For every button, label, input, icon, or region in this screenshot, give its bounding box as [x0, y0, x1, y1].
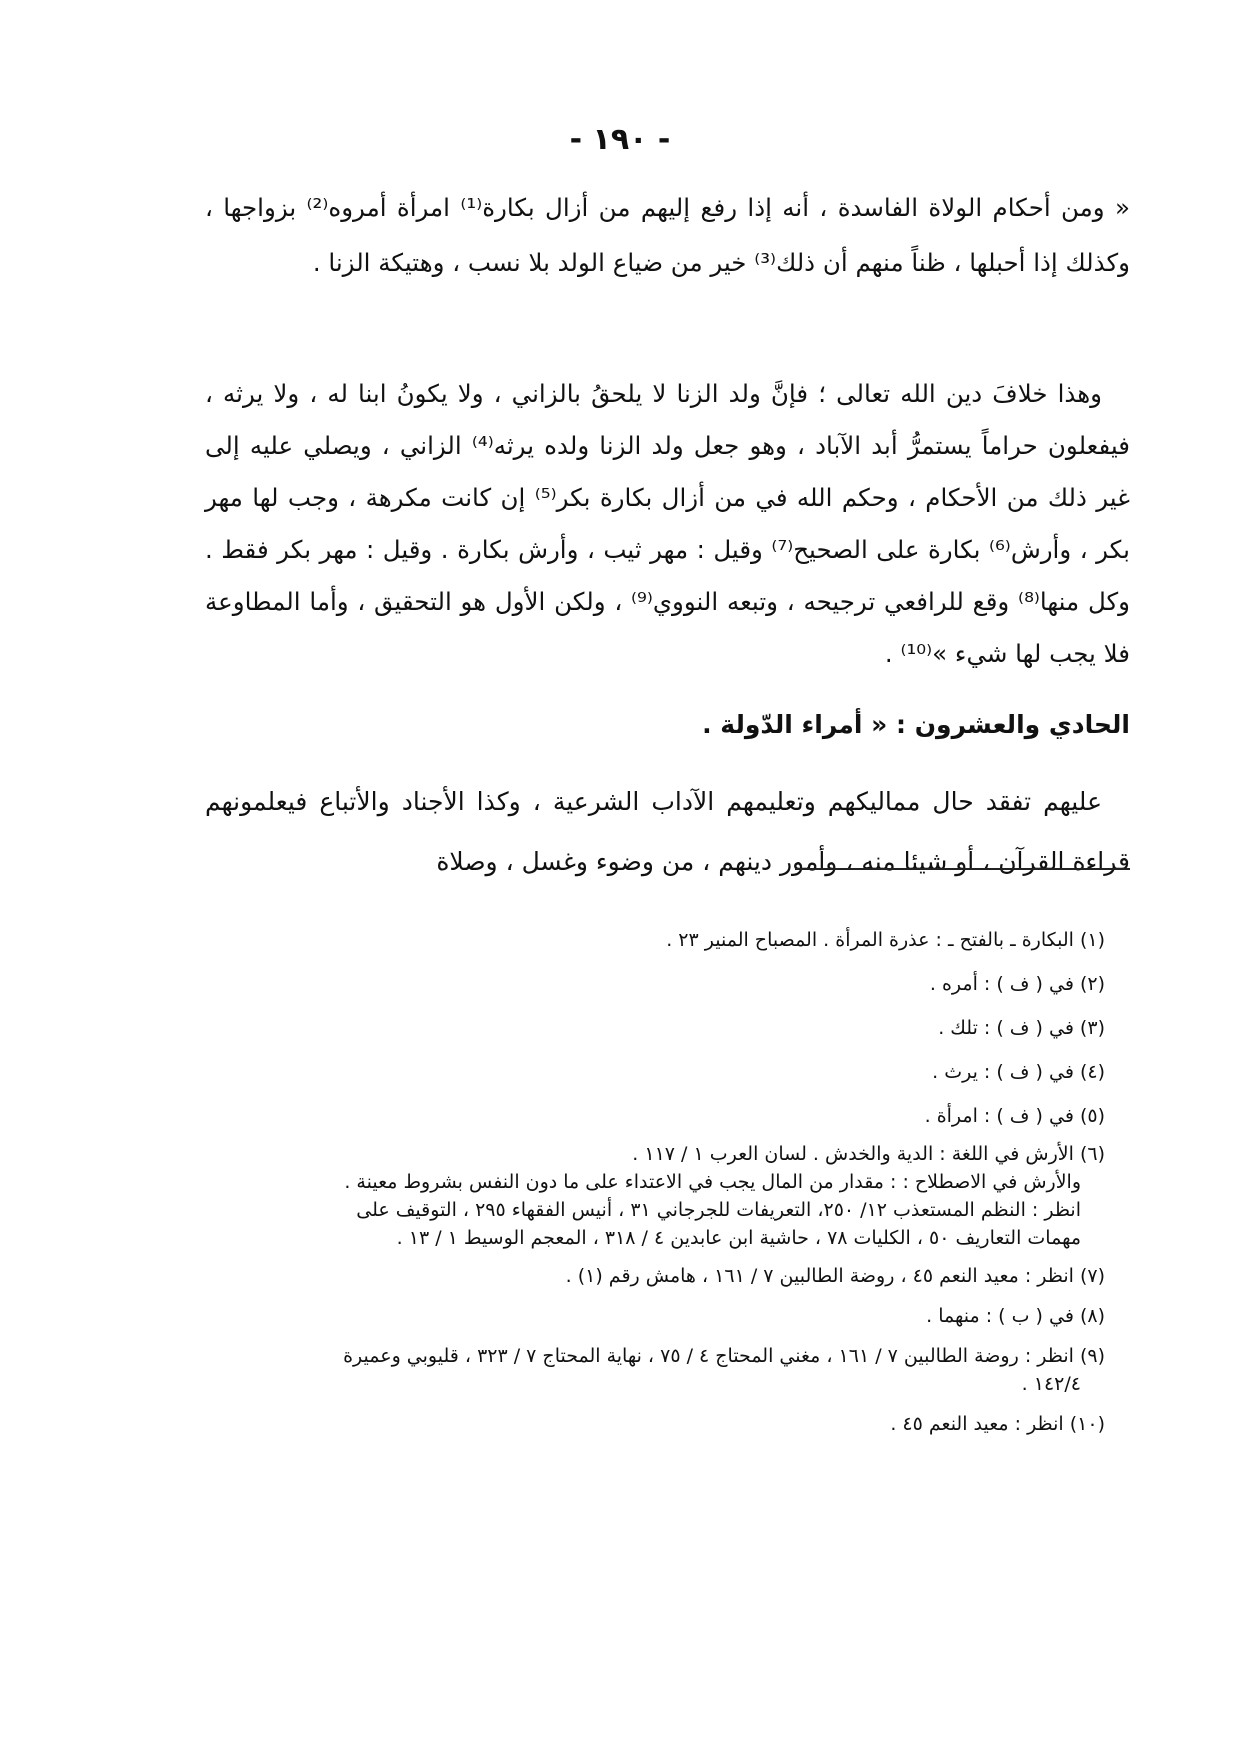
section-heading: الحادي والعشرون : « أمراء الدّولة .: [702, 710, 1130, 739]
footnote-4: (٤) في ( ف ) : يرث .: [932, 1061, 1105, 1083]
footnote-9: (٩) انظر : روضة الطالبين ٧ / ١٦١ ، مغني المحتاج ٤ / ٧٥ ، نهاية المحتاج ٧ / ٣٢٣ ، قليوبي وعميرة: [343, 1345, 1105, 1367]
footnote-6-cont-3: مهمات التعاريف ٥٠ ، الكليات ٧٨ ، حاشية ابن عابدين ٤ / ٣١٨ ، المعجم الوسيط ١ / ١٣ .: [396, 1227, 1081, 1249]
footnote-6-cont-2: انظر : النظم المستعذب ١٢/ ٢٥٠، التعريفات للجرجاني ٣١ ، أنيس الفقهاء ٢٩٥ ، التوقيف على: [356, 1199, 1081, 1221]
footnote-separator: [795, 868, 1130, 870]
footnote-7: (٧) انظر : معيد النعم ٤٥ ، روضة الطالبين ٧ / ١٦١ ، هامش رقم (١) .: [565, 1265, 1105, 1287]
page-number: - ١٩٠ -: [569, 122, 671, 157]
paragraph-1: « ومن أحكام الولاة الفاسدة ، أنه إذا رفع إليهم من أزال بكارة⁽¹⁾ امرأة أمروه⁽²⁾ بزواجها ، وكذلك إذا أحبلها ، ظناً منهم أن ذلك⁽³⁾ خير من ضياع الولد بلا نسب ، وهتيكة الزنا .: [205, 193, 1130, 277]
footnote-2: (٢) في ( ف ) : أمره .: [929, 973, 1105, 995]
footnote-5: (٥) في ( ف ) : امرأة .: [924, 1105, 1105, 1127]
footnote-8: (٨) في ( ب ) : منهما .: [926, 1305, 1105, 1327]
footnote-6: (٦) الأرش في اللغة : الدية والخدش . لسان العرب ١ / ١١٧ .: [632, 1143, 1105, 1165]
footnote-6-cont-1: والأرش في الاصطلاح : : مقدار من المال يجب في الاعتداء على ما دون النفس بشروط معينة .: [344, 1171, 1081, 1193]
footnotes: [185, 905, 1105, 1435]
footnote-10: (١٠) انظر : معيد النعم ٤٥ .: [890, 1413, 1105, 1435]
footnote-1: (١) البكارة ـ بالفتح ـ : عذرة المرأة . المصباح المنير ٢٣ .: [666, 929, 1105, 951]
paragraph-2: وهذا خلافَ دين الله تعالى ؛ فإنَّ ولد الزنا لا يلحقُ بالزاني ، ولا يكونُ ابنا له ، ولا يرثه ، فيفعلون حراماً يستمرُّ أبد الآباد ، وهو جعل ولد الزنا ولده يرثه⁽⁴⁾ الزاني ، ويصلي عليه إلى غير ذلك من الأحكام ، وحكم الله في من أزال بكارة بكر⁽⁵⁾ إن كانت مكرهة ، وجب لها مهر بكر ، وأرش⁽⁶⁾ بكارة على الصحيح⁽⁷⁾ وقيل : مهر ثيب ، وأرش بكارة . وقيل : مهر بكر فقط . وكل منها⁽⁸⁾ وقع للرافعي ترجيحه ، وتبعه النووي⁽⁹⁾ ، ولكن الأول هو التحقيق ، وأما المطاوعة فلا يجب لها شيء »⁽¹⁰⁾ .: [205, 379, 1131, 668]
paragraph-3: عليهم تفقد حال مماليكهم وتعليمهم الآداب الشرعية ، وكذا الأجناد والأتباع فيعلمونهم قراءة القرآن ، أو شيئا منه ، وأمور دينهم ، من وضوء وغسل ، وصلاة: [205, 787, 1130, 876]
footnote-9-cont: ١٤٢/٤ .: [1021, 1373, 1081, 1395]
footnote-3: (٣) في ( ف ) : تلك .: [938, 1017, 1105, 1039]
